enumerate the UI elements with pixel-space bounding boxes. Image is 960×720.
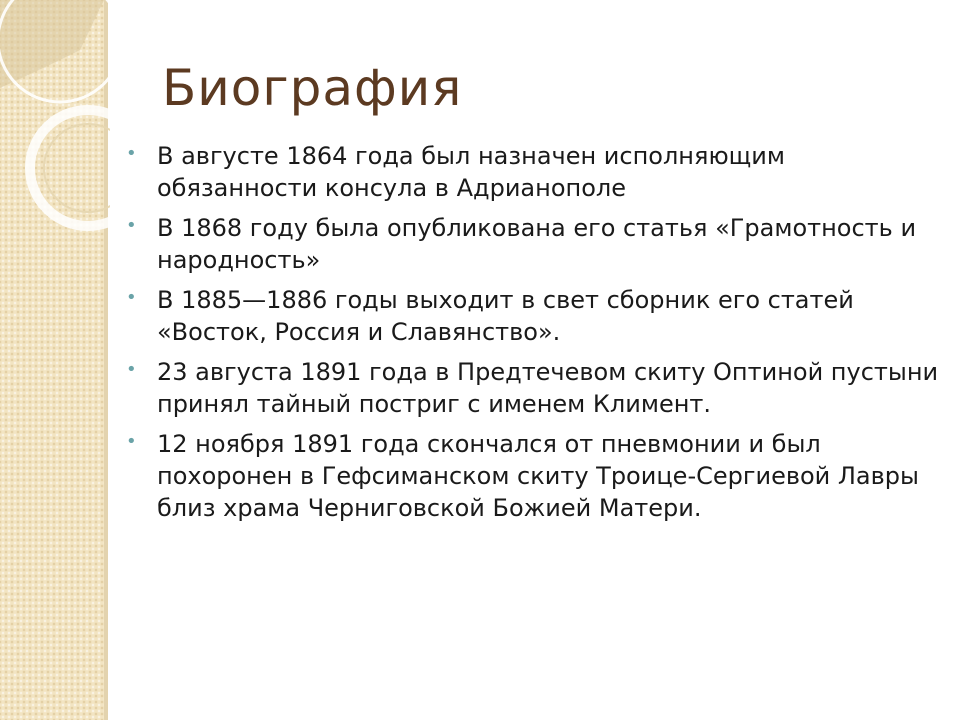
bullet-dot-icon: • (126, 359, 137, 380)
bullet-item (126, 140, 946, 204)
decorative-arc-top (0, 0, 104, 88)
bullet-item (126, 356, 946, 420)
slide-title: Биография (162, 59, 463, 117)
bullet-item (126, 284, 946, 348)
bullet-text: 12 ноября 1891 года скончался от пневмонии и был похоронен в Гефсиманском скиту Троице-Сергиевой Лавры близ храма Черниговской Божией Матери. (157, 430, 919, 522)
bullet-dot-icon: • (126, 287, 137, 308)
bullet-text: В 1868 году была опубликована его статья «Грамотность и народность» (157, 214, 917, 274)
bullet-dot-icon: • (126, 431, 137, 452)
bullet-dot-icon: • (126, 215, 137, 236)
bullet-text: 23 августа 1891 года в Предтечевом скиту Оптиной пустыни принял тайный постриг с именем Климент. (157, 358, 939, 418)
decorative-ring-inner (44, 124, 110, 212)
bullet-item (126, 212, 946, 276)
bullet-dot-icon: • (126, 143, 137, 164)
decorative-circles (0, 0, 110, 240)
bullet-text: В 1885—1886 годы выходит в свет сборник его статей «Восток, Россия и Славянство». (157, 286, 854, 346)
bullet-item (126, 428, 946, 524)
bullet-list (126, 140, 946, 532)
bullet-text: В августе 1864 года был назначен исполняющим обязанности консула в Адрианополе (157, 142, 785, 202)
